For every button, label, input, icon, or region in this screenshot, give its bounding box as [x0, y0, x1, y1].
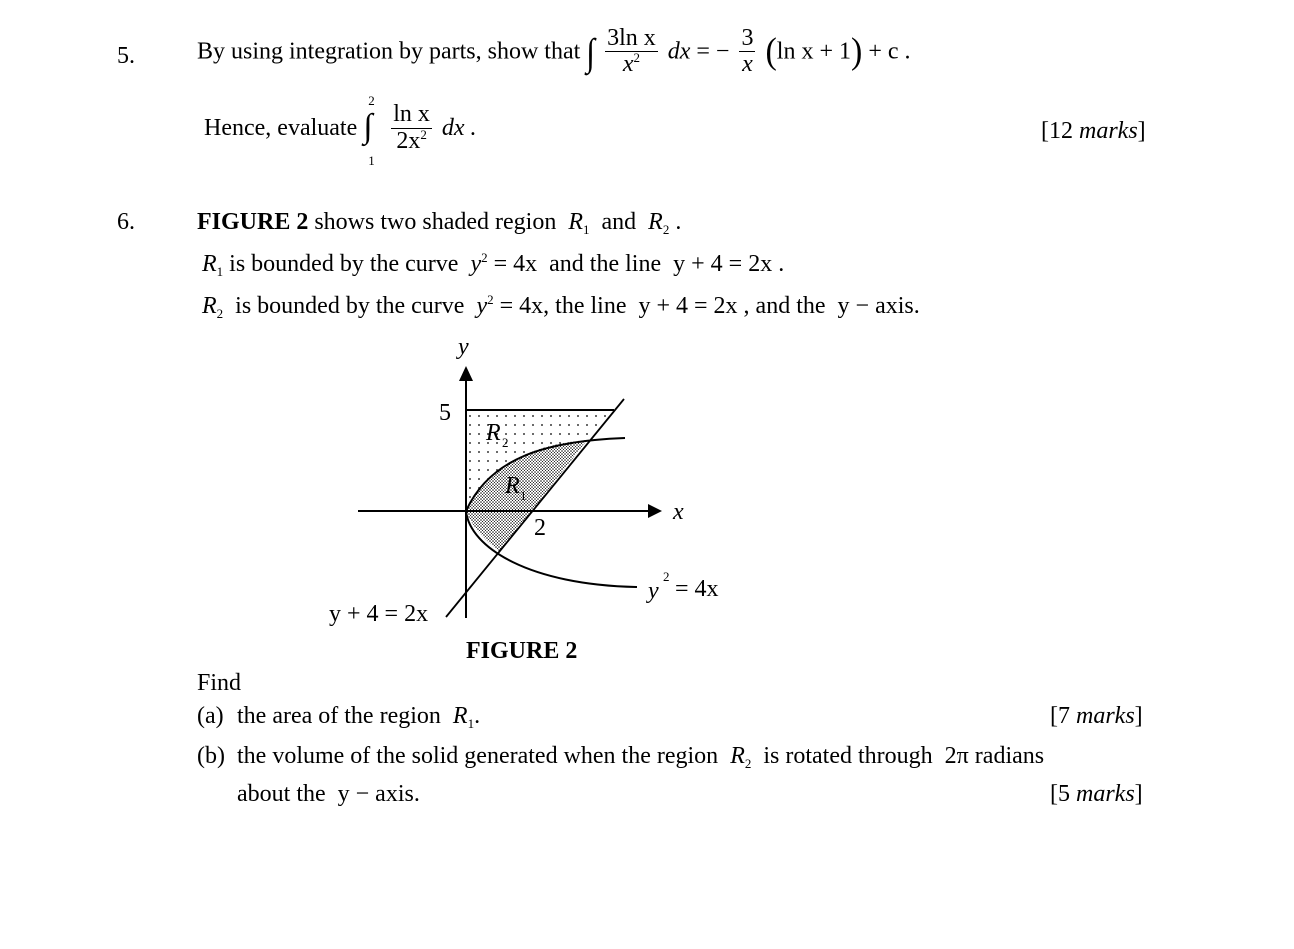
q5-statement: By using integration by parts, show that ∫ $\frac{\text{3ln x}}{x^2}$ dx = − $\frac{3}{x}$ (ln x + 1) + c .	[197, 25, 911, 78]
q5-intro: By using integration by parts, show that	[197, 38, 581, 65]
q5-def-integrand: $\frac{\text{ln x}}{2x^2}$	[393, 101, 430, 154]
svg-text:1: 1	[520, 488, 527, 503]
q6-number: 6.	[117, 209, 135, 235]
q6a-marks: [7 marks]	[1050, 703, 1143, 729]
q6b-label: (b)	[197, 743, 225, 769]
curve-label	[646, 569, 719, 604]
line-label: y + 4 = 2x	[329, 601, 429, 627]
q6b-text: the volume of the solid generated when the region $R_2$ is rotated through 2π radians	[237, 743, 1045, 771]
x-axis-label: x	[673, 499, 684, 525]
svg-text:R: R	[505, 473, 520, 499]
figure-caption: FIGURE 2	[466, 638, 578, 664]
q6-line3: $R_2$ is bounded by the curve $y^2 = 4x$, the line y + 4 = 2x , and the y − axis.	[202, 292, 920, 321]
svg-text:= 4x: = 4x	[675, 576, 719, 602]
q5-integrand-den: $x^2$	[622, 50, 640, 78]
definite-integral-icon: 2 ∫ 1	[363, 93, 375, 168]
svg-text:R: R	[486, 420, 501, 446]
q5-integrand-num: 3ln x	[607, 25, 656, 51]
q6a-text: the area of the region $R_1$.	[237, 703, 481, 731]
q5-rhs-frac: $\frac{3}{x}$	[741, 25, 754, 78]
integral-sign-icon: ∫	[586, 30, 596, 74]
q6b-marks: [5 marks]	[1050, 781, 1143, 807]
x-axis-arrow-icon	[648, 504, 662, 518]
q5-rhs-tail: + c .	[868, 38, 911, 65]
y-axis-arrow-icon	[459, 366, 473, 381]
q6b-text-cont: about the y − axis.	[237, 781, 420, 807]
q6-line2: $R_1$ is bounded by the curve $y^2 = 4x$ and the line y + 4 = 2x .	[202, 250, 785, 279]
svg-text:y: y	[648, 578, 659, 604]
y-axis-label: y	[458, 334, 469, 360]
tick-2: 2	[534, 515, 546, 541]
svg-text:2: 2	[502, 435, 509, 450]
q5-marks: [12 marks]	[1041, 118, 1146, 144]
figure-ref: FIGURE 2	[197, 209, 309, 235]
tick-5: 5	[439, 400, 451, 426]
q5-dx: dx	[667, 38, 691, 65]
q6-line1: FIGURE 2 shows two shaded region $R_1$ and $R_2$ .	[197, 209, 682, 237]
q6-find: Find	[197, 670, 242, 696]
q5-equals: = −	[696, 38, 730, 65]
q5-hence: Hence, evaluate 2 ∫ 1 $\frac{\text{ln x}}{2x^2}$ dx .	[204, 93, 477, 168]
q5-rhs-inner: ln x + 1	[776, 38, 851, 65]
svg-text:2: 2	[663, 569, 670, 584]
q5-number: 5.	[117, 43, 135, 69]
q6a-label: (a)	[197, 703, 224, 729]
